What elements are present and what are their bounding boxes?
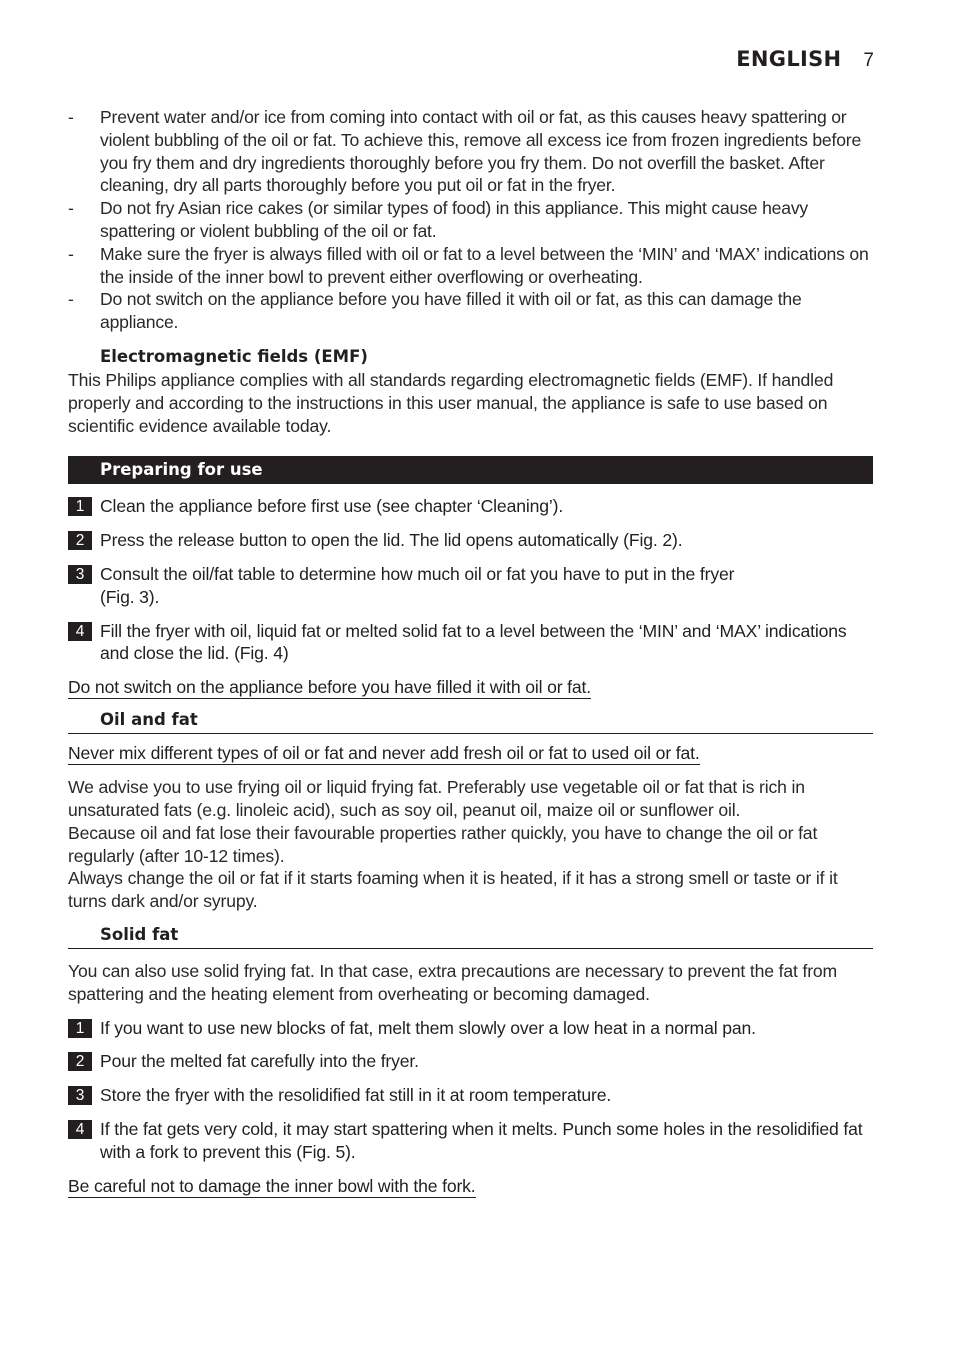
step-number-badge: 3 (68, 1086, 92, 1105)
list-item: - Make sure the fryer is always filled with oil or fat to a level between the ‘MIN’ and ‘MAX’ indications on the inside of the inner bowl to prevent either overflowing or overheating. (68, 243, 869, 287)
dash-marker: - (68, 289, 74, 310)
step-number-badge: 2 (68, 531, 92, 550)
page-content (68, 106, 873, 1198)
oil-fat-heading: Oil and fat (68, 709, 873, 734)
solid-fat-step-4: 4 If the fat gets very cold, it may start spattering when it melts. Punch some holes in the resolidified fat with a fork to prevent this (Fig. 5). (68, 1118, 873, 1164)
preparing-step-1: 1 Clean the appliance before first use (see chapter ‘Cleaning’). (68, 495, 873, 518)
oil-fat-body (68, 776, 873, 913)
preparing-step-4: 4 Fill the fryer with oil, liquid fat or melted solid fat to a level between the ‘MIN’ and ‘MAX’ indications and close the lid. (Fig. 4) (68, 620, 873, 666)
dash-marker: - (68, 107, 74, 127)
list-item: - Do not switch on the appliance before you have filled it with oil or fat, as this can damage the appliance. (68, 289, 802, 333)
emf-text: This Philips appliance complies with all standards regarding electromagnetic fields (EMF). If handled properly and according to the instructions in this user manual, the appliance is safe to use based on scientific evidence available today. (68, 369, 834, 436)
preparing-warning: Do not switch on the appliance before you have filled it with oil or fat. (68, 677, 592, 698)
preparing-step-3: 3 Consult the oil/fat table to determine how much oil or fat you have to put in the fryer (Fig. 3). (68, 563, 873, 609)
oil-fat-warning: Never mix different types of oil or fat and never add fresh oil or fat to used oil or fat. (68, 743, 700, 764)
preparing-step-2: 2 Press the release button to open the lid. The lid opens automatically (Fig. 2). (68, 529, 873, 552)
step-number-badge: 4 (68, 622, 92, 641)
step-number-badge: 1 (68, 1019, 92, 1038)
step-number-badge: 1 (68, 497, 92, 516)
preparing-section-heading: Preparing for use (68, 456, 873, 484)
oil-fat-paragraph: We advise you to use frying oil or liquid frying fat. Preferably use vegetable oil or fat that is rich in unsaturated fats (e.g. linoleic acid), such as soy oil, peanut oil, maize oil or sunflower oil. (68, 777, 805, 820)
list-item: - Do not fry Asian rice cakes (or similar types of food) in this appliance. This might cause heavy spattering or violent bubbling of the oil or fat. (68, 198, 809, 241)
solid-fat-step-3: 3 Store the fryer with the resolidified fat still in it at room temperature. (68, 1084, 873, 1107)
step-number-badge: 2 (68, 1052, 92, 1071)
solid-fat-intro: You can also use solid frying fat. In that case, extra precautions are necessary to prevent the fat from spattering and the heating element from overheating or becoming damaged. (68, 960, 838, 1004)
solid-fat-warning: Be careful not to damage the inner bowl with the fork. (68, 1175, 476, 1196)
solid-fat-step-1: 1 If you want to use new blocks of fat, melt them slowly over a low heat in a normal pan. (68, 1017, 873, 1040)
page-number: 7 (863, 50, 874, 71)
step-number-badge: 4 (68, 1120, 92, 1139)
dash-marker: - (68, 243, 74, 264)
oil-fat-paragraph: Because oil and fat lose their favourable properties rather quickly, you have to change the oil or fat regularly (after 10-12 times). (68, 822, 818, 866)
page-header (736, 47, 874, 72)
dash-marker: - (68, 198, 74, 219)
list-item: - Prevent water and/or ice from coming into contact with oil or fat, as this causes heavy spattering or violent bubbling of the oil or fat. To achieve this, remove all excess ice from frozen ingredients before you fry them and dry ingredients thoroughly before you fry them. Do not overfill the basket. After cleaning, dry all parts thoroughly before you put oil or fat in the fryer. (68, 107, 862, 196)
safety-warnings-list (68, 106, 873, 334)
solid-fat-step-2: 2 Pour the melted fat carefully into the fryer. (68, 1050, 873, 1073)
emf-heading: Electromagnetic fields (EMF) (100, 346, 368, 366)
solid-fat-heading: Solid fat (68, 924, 873, 949)
oil-fat-paragraph: Always change the oil or fat if it starts foaming when it is heated, if it has a strong smell or taste or if it turns dark and/or syrupy. (68, 868, 838, 912)
language-label: ENGLISH (736, 47, 842, 71)
step-number-badge: 3 (68, 565, 92, 584)
